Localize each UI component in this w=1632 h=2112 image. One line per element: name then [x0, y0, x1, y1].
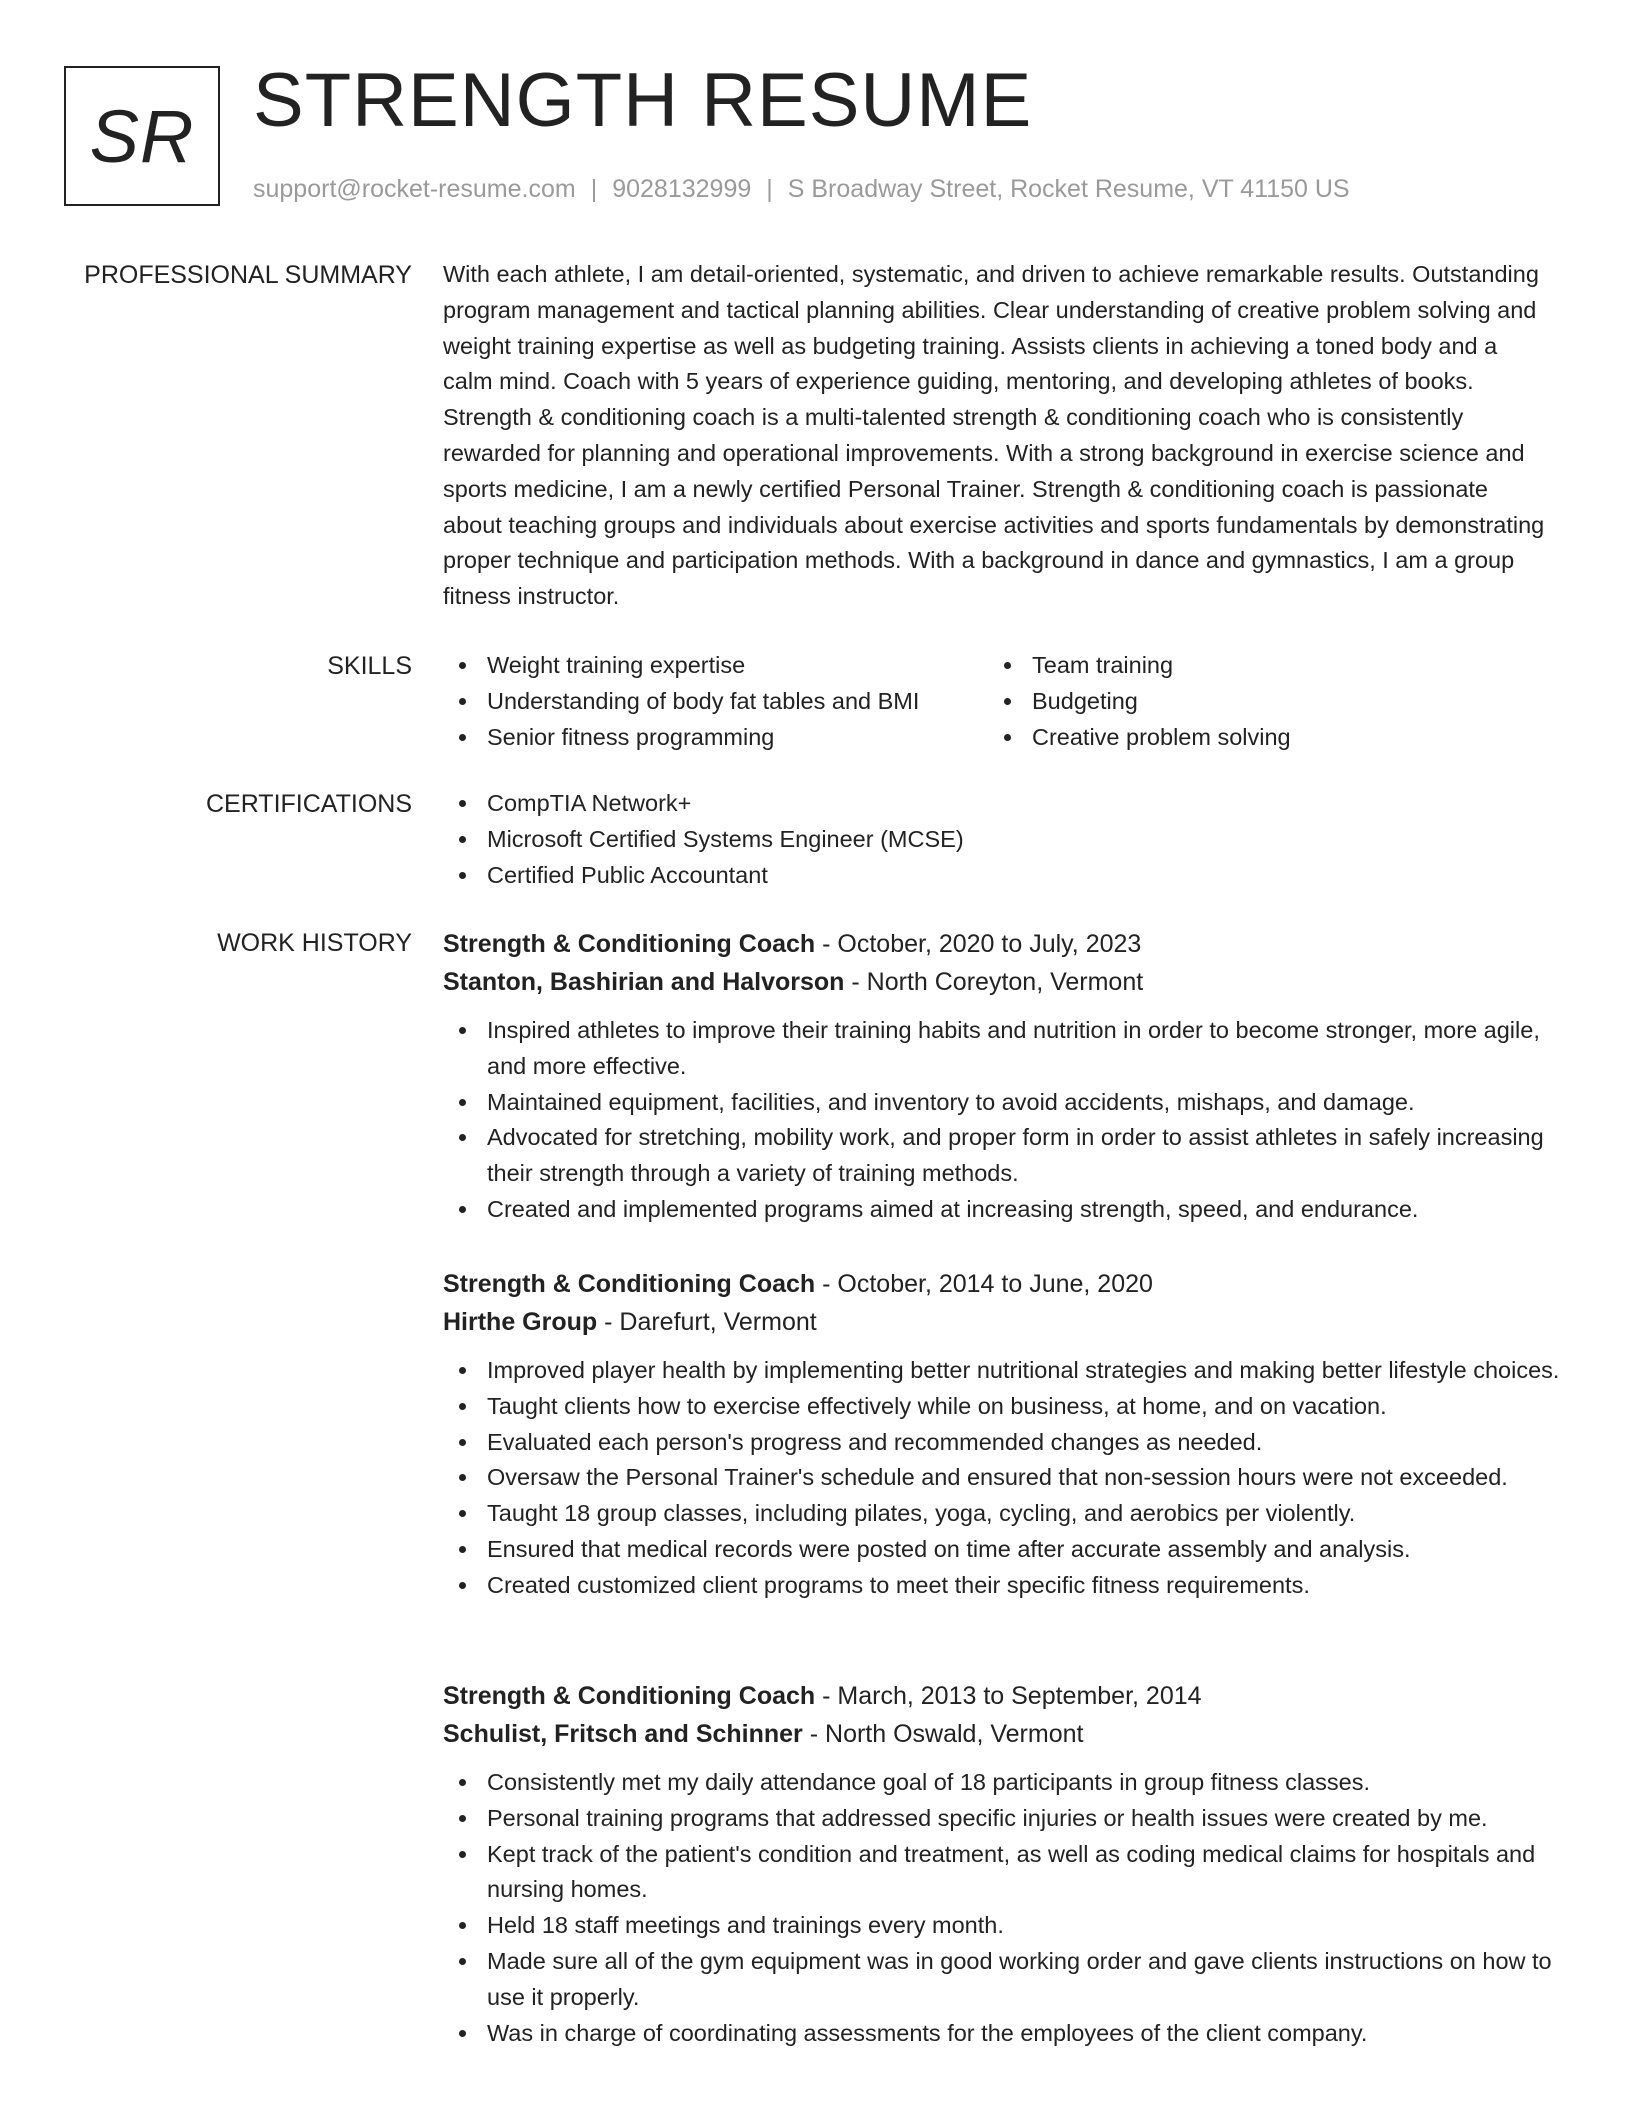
job-bullet: Taught clients how to exercise effectively while on business, at home, and on vacation. — [443, 1389, 1573, 1425]
contact-address: S Broadway Street, Rocket Resume, VT 41150 US — [787, 175, 1350, 203]
job-bullets — [443, 1353, 1573, 1604]
contact-separator: | — [590, 175, 598, 203]
job-dates: March, 2013 to September, 2014 — [837, 1682, 1202, 1710]
contact-line — [253, 172, 1350, 206]
job-company-line: Stanton, Bashirian and Halvorson - North Coreyton, Vermont — [443, 968, 1144, 996]
certification-item: Microsoft Certified Systems Engineer (MCSE) — [443, 822, 1573, 858]
job-bullet: Made sure all of the gym equipment was in good working order and gave clients instructions on how to use it properly. — [443, 1944, 1573, 2016]
job-bullets — [443, 1765, 1573, 2051]
job-title: Strength & Conditioning Coach — [443, 1682, 816, 1710]
job-bullet: Advocated for stretching, mobility work, and proper form in order to assist athletes in safely increasing their strength through a variety of training methods. — [443, 1120, 1573, 1192]
summary-text: With each athlete, I am detail-oriented, systematic, and driven to achieve remarkable results. Outstanding program management and tactical planning abilities. Clear understanding of creative problem solving and weight training expertise as well as budgeting training. Assists clients in achieving a toned body and a calm mind. Coach with 5 years of experience guiding, mentoring, and developing athletes of books. Strength & conditioning coach is a multi-talented strength & conditioning coach who is consistently rewarded for planning and operational improvements. With a strong background in exercise science and sports medicine, I am a newly certified Personal Trainer. Strength & conditioning coach is passionate about teaching groups and individuals about exercise activities and sports fundamentals by demonstrating proper technique and participation methods. With a background in dance and gymnastics, I am a group fitness instructor. — [443, 261, 1545, 610]
job-dates: October, 2014 to June, 2020 — [837, 1270, 1153, 1298]
job-bullet: Personal training programs that addressed specific injuries or health issues were created by me. — [443, 1801, 1573, 1837]
summary-body — [443, 257, 1553, 615]
skills-list-left — [443, 648, 988, 755]
job-title-line: Strength & Conditioning Coach - October, 2014 to June, 2020 — [443, 1270, 1153, 1298]
job-title-line: Strength & Conditioning Coach - October, 2020 to July, 2023 — [443, 930, 1142, 958]
job-bullet: Inspired athletes to improve their training habits and nutrition in order to become stronger, more agile, and more effective. — [443, 1013, 1573, 1085]
skill-item: Creative problem solving — [988, 720, 1533, 756]
contact-email[interactable]: support@rocket-resume.com — [253, 175, 576, 203]
summary-heading: PROFESSIONAL SUMMARY — [84, 261, 412, 289]
skill-item: Senior fitness programming — [443, 720, 988, 756]
job-bullet: Consistently met my daily attendance goal of 18 participants in group fitness classes. — [443, 1765, 1573, 1801]
job-title: Strength & Conditioning Coach — [443, 930, 816, 958]
job-dates: October, 2020 to July, 2023 — [837, 930, 1142, 958]
job-bullet: Maintained equipment, facilities, and inventory to avoid accidents, mishaps, and damage. — [443, 1085, 1573, 1121]
job-entry — [443, 1677, 1573, 2051]
job-bullet: Oversaw the Personal Trainer's schedule and ensured that non-session hours were not exceeded. — [443, 1460, 1573, 1496]
job-title-line: Strength & Conditioning Coach - March, 2013 to September, 2014 — [443, 1682, 1202, 1710]
monogram-logo: SR — [64, 66, 220, 206]
skill-item: Budgeting — [988, 684, 1533, 720]
job-company: Stanton, Bashirian and Halvorson — [443, 968, 845, 996]
job-company: Schulist, Fritsch and Schinner — [443, 1720, 803, 1748]
job-bullet: Was in charge of coordinating assessments for the employees of the client company. — [443, 2016, 1573, 2052]
certifications-list — [443, 786, 1573, 893]
job-company-line: Hirthe Group - Darefurt, Vermont — [443, 1308, 817, 1336]
work-history-heading: WORK HISTORY — [217, 929, 412, 957]
job-company-line: Schulist, Fritsch and Schinner - North Oswald, Vermont — [443, 1720, 1084, 1748]
job-bullet: Created customized client programs to meet their specific fitness requirements. — [443, 1568, 1573, 1604]
job-entry — [443, 1265, 1573, 1604]
job-title: Strength & Conditioning Coach — [443, 1270, 816, 1298]
skills-list-right — [988, 648, 1533, 755]
job-location: North Oswald, Vermont — [825, 1720, 1084, 1748]
skill-item: Weight training expertise — [443, 648, 988, 684]
job-company: Hirthe Group — [443, 1308, 598, 1336]
contact-separator: | — [766, 175, 773, 203]
certification-item: Certified Public Accountant — [443, 858, 1573, 894]
skills-heading: SKILLS — [327, 652, 412, 680]
certification-item: CompTIA Network+ — [443, 786, 1573, 822]
job-bullet: Improved player health by implementing better nutritional strategies and making better lifestyle choices. — [443, 1353, 1573, 1389]
job-bullet: Kept track of the patient's condition and treatment, as well as coding medical claims for hospitals and nursing homes. — [443, 1837, 1573, 1909]
resume-name: STRENGTH RESUME — [253, 58, 1033, 143]
job-bullet: Taught 18 group classes, including pilates, yoga, cycling, and aerobics per violently. — [443, 1496, 1573, 1532]
contact-phone[interactable]: 9028132999 — [612, 175, 752, 203]
skills-body — [443, 648, 1573, 755]
certifications-heading: CERTIFICATIONS — [205, 790, 412, 818]
job-bullet: Evaluated each person's progress and recommended changes as needed. — [443, 1425, 1573, 1461]
skill-item: Team training — [988, 648, 1533, 684]
job-bullets — [443, 1013, 1573, 1228]
job-entry — [443, 925, 1573, 1228]
skill-item: Understanding of body fat tables and BMI — [443, 684, 988, 720]
job-bullet: Ensured that medical records were posted on time after accurate assembly and analysis. — [443, 1532, 1573, 1568]
job-location: Darefurt, Vermont — [619, 1308, 817, 1336]
certifications-body — [443, 786, 1573, 893]
job-bullet: Created and implemented programs aimed at increasing strength, speed, and endurance. — [443, 1192, 1573, 1228]
job-location: North Coreyton, Vermont — [866, 968, 1144, 996]
job-bullet: Held 18 staff meetings and trainings every month. — [443, 1908, 1573, 1944]
